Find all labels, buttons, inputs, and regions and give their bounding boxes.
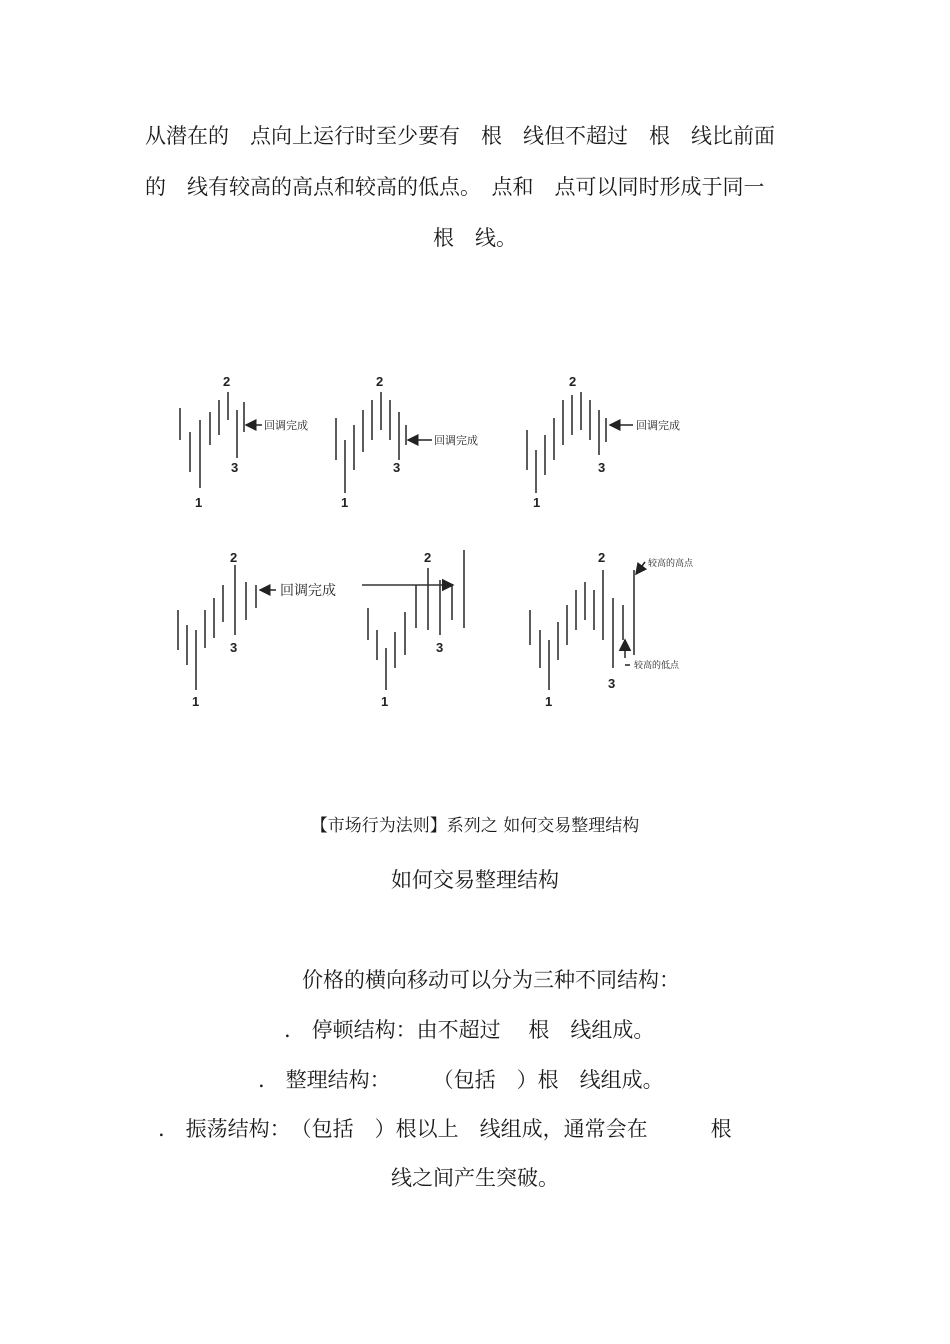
panel-3-bars <box>527 392 606 493</box>
p3-label-2: 2 <box>569 374 577 389</box>
p1-pullback-label: 回调完成 <box>264 420 308 432</box>
p2-label-2: 2 <box>376 374 384 389</box>
p6-label-1: 1 <box>545 694 553 709</box>
list-item-3: . 振荡结构： （包括 ）根以上 线组成，通常会在 根 <box>158 1117 732 1141</box>
panel-6-bars <box>530 570 634 690</box>
p1-label-2: 2 <box>223 374 231 389</box>
series-caption: 【市场行为法则】系列之 如何交易整理结构 <box>310 816 640 836</box>
intro-line-2: 的 线有较高的高点和较高的低点。 点和 点可以同时形成于同一 <box>145 175 765 199</box>
p3-label-1: 1 <box>533 495 541 510</box>
panel-4-bars <box>178 565 256 690</box>
p2-label-3: 3 <box>393 460 401 475</box>
p4-label-3: 3 <box>230 640 238 655</box>
p1-label-1: 1 <box>195 495 203 510</box>
panel-2-bars <box>336 392 406 493</box>
section-title: 如何交易整理结构 <box>391 868 559 892</box>
p5-label-2: 2 <box>424 550 432 565</box>
p6-higher-low-label: 较高的低点 <box>634 660 680 670</box>
p1-label-3: 3 <box>231 460 239 475</box>
p5-label-3: 3 <box>436 640 444 655</box>
p5-label-1: 1 <box>381 694 389 709</box>
p3-pullback-label: 回调完成 <box>636 420 680 432</box>
p6-higher-high-label: 较高的高点 <box>648 558 694 568</box>
list-item-1: . 停顿结构：由不超过 根 线组成。 <box>284 1018 655 1042</box>
p6-label-2: 2 <box>598 550 606 565</box>
panel-5-bars <box>368 550 464 690</box>
p4-label-2: 2 <box>230 550 238 565</box>
section-intro: 价格的横向移动可以分为三种不同结构： <box>302 968 680 992</box>
p2-pullback-label: 回调完成 <box>434 435 478 447</box>
intro-line-1: 从潜在的 点向上运行时至少要有 根 线但不超过 根 线比前面 <box>145 124 775 148</box>
p4-pullback-label: 回调完成 <box>280 582 336 598</box>
p4-label-1: 1 <box>192 694 200 709</box>
list-item-2: . 整理结构： （包括 ）根 线组成。 <box>258 1068 664 1092</box>
intro-line-3: 根 线。 <box>433 226 517 250</box>
list-item-3-cont: 线之间产生突破。 <box>391 1166 559 1190</box>
p6-label-3: 3 <box>608 676 616 691</box>
p2-label-1: 1 <box>341 495 349 510</box>
p3-label-3: 3 <box>598 460 606 475</box>
